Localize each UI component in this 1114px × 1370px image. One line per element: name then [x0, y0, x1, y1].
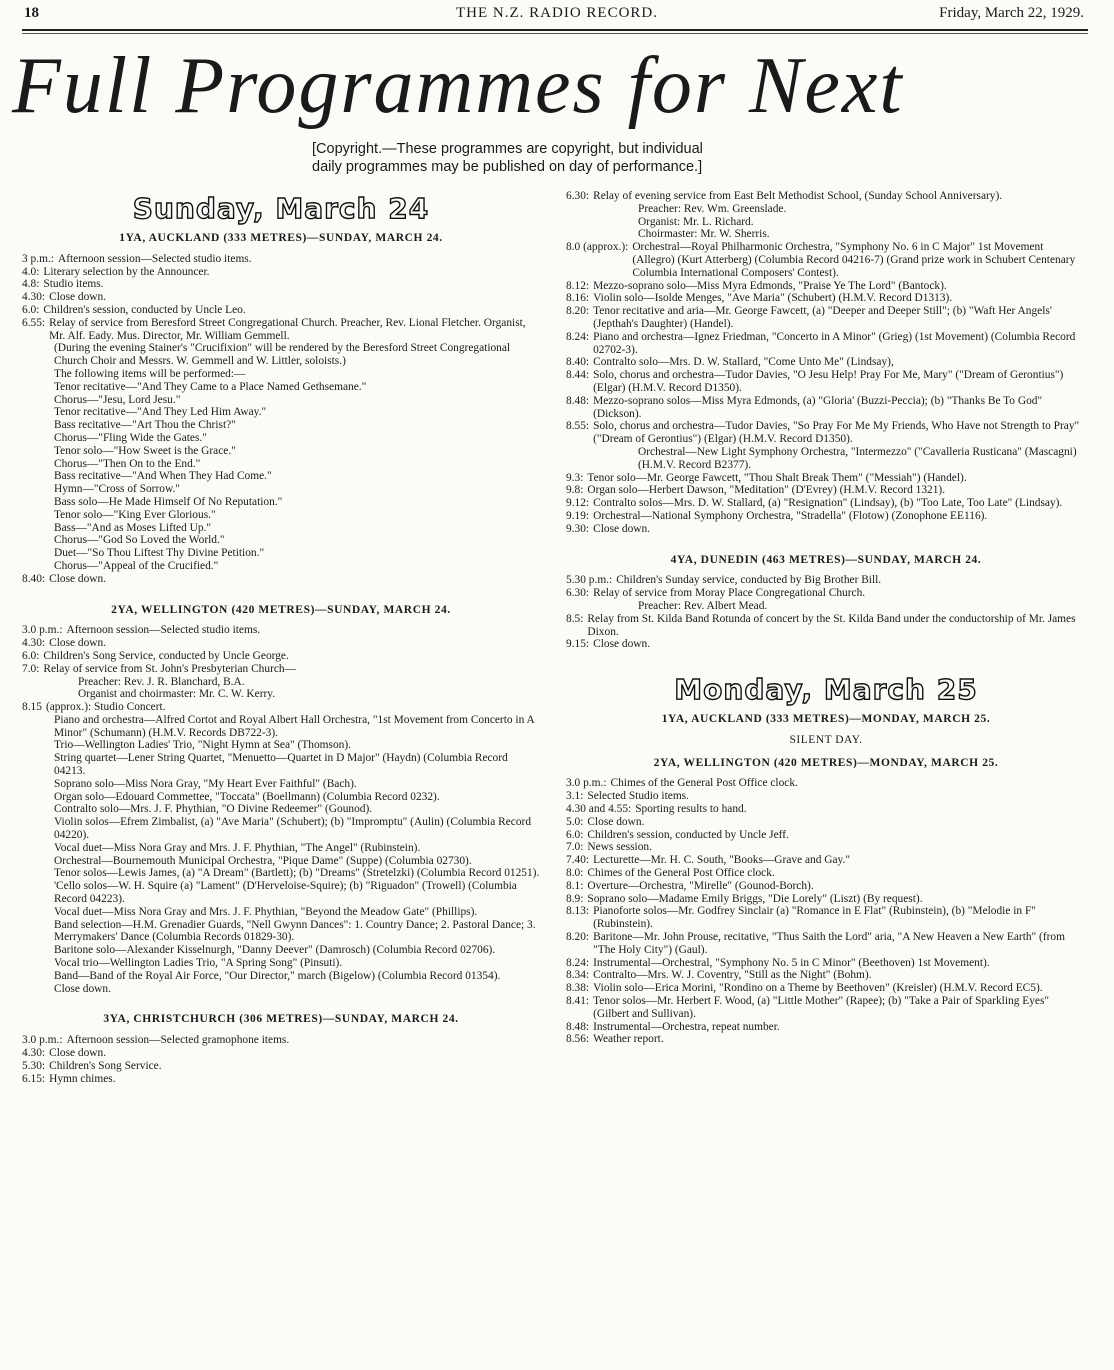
item-text: Children's Song Service, conducted by Uncle George.: [43, 649, 289, 662]
programme-item: [22, 637, 540, 650]
item-text: Children's Sunday service, conducted by Big Brother Bill.: [616, 574, 882, 587]
day-heading-sunday: Sunday, March 24: [132, 192, 430, 225]
programme-item: [566, 190, 1086, 203]
programme-item: [566, 600, 1086, 613]
concert-item: String quartet—Lener String Quartet, "Menuetto—Quartet in D Major" (Haydn) (Columbia Record 04213.: [54, 752, 508, 778]
item-time: 8.24:: [566, 956, 590, 969]
programme-item: [22, 1060, 540, 1073]
item-time: 8.40:: [566, 356, 590, 369]
item-text: Violin solo—Isolde Menges, "Ave Maria" (Schubert) (H.M.V. Record D1313).: [593, 292, 953, 305]
concert-item: Band selection—H.M. Grenadier Guards, "Nell Gwynn Dances": 1. Country Dance; 2. Pastoral Dance; 3. Merrymakers' Dance (Columbia Records 01829-30).: [54, 918, 536, 944]
item-text: Hymn chimes.: [49, 1072, 116, 1085]
item-time: 8.9:: [566, 892, 584, 905]
item-time: 8.16:: [566, 292, 590, 305]
item-time: 5.30:: [22, 1059, 46, 1072]
programme-item: [566, 241, 1086, 279]
concert-item: Baritone solo—Alexander Kisselnurgh, "Danny Deever" (Damrosch) (Columbia Record 02706).: [54, 944, 496, 957]
station-heading-1ya: 1YA, AUCKLAND (333 METRES)—SUNDAY, MARCH 24.: [119, 232, 443, 244]
programme-item: [22, 1073, 540, 1086]
item-text: Selected Studio items.: [587, 790, 689, 803]
item-text: Tenor recitative and aria—Mr. George Fawcett, (a) "Deeper and Deeper Still"; (b) "Waft Her Angels' (Jepthah's Daughter) (Handel).: [593, 305, 1052, 330]
item-time: 6.30:: [566, 587, 590, 600]
item-time: 8.0:: [566, 867, 584, 880]
item-time: 6.0:: [22, 649, 40, 662]
programme-item: [566, 331, 1086, 357]
programme-note: (During the evening Stainer's "Crucifixion" will be rendered by the Beresford Street Congregational Church Choir and Messrs. W. Gemmell and W. Littler, soloists.): [54, 342, 511, 368]
performed-item: Chorus—"Fling Wide the Gates.": [54, 431, 207, 444]
programme-item: [566, 995, 1086, 1021]
item-text: Pianoforte solos—Mr. Godfrey Sinclair (a) "Romance in E Flat" (Rubinstein), (b) "Melodie in F" (Rubinstein).: [593, 905, 1036, 931]
performed-item: Bass—"And as Moses Lifted Up.": [54, 521, 212, 534]
programme-item: [566, 854, 1086, 867]
programme-item: [566, 829, 1086, 842]
station-heading-2ya-monday: 2YA, WELLINGTON (420 METRES)—MONDAY, MARCH 25.: [653, 756, 999, 769]
item-text: Orchestral—National Symphony Orchestra, "Stradella" (Flotow) (Zonophone EE116).: [593, 509, 988, 522]
programme-item: [22, 1034, 540, 1047]
programme-item: [566, 484, 1086, 497]
programme-item: [566, 472, 1086, 485]
item-time: 8.13:: [566, 905, 590, 918]
item-time: 8.48:: [566, 394, 590, 407]
performed-item: Bass solo—He Made Himself Of No Reputation.": [54, 495, 283, 508]
item-time: 8.38:: [566, 982, 590, 995]
item-text: Instrumental—Orchestral, "Symphony No. 5 in C Minor" (Beethoven) 1st Movement).: [593, 956, 990, 969]
programme-item: [22, 253, 540, 266]
item-text: Studio items.: [43, 278, 104, 291]
item-time: 5.30 p.m.:: [566, 574, 613, 587]
item-text: Orchestral—Royal Philharmonic Orchestra, "Symphony No. 6 in C Major" 1st Movement (Allegro) (Kurt Atterberg) (Columbia Record 04216-7) (Grand prize work in Schubert Centenary Columbia International Composers' Contest).: [632, 241, 1076, 279]
concert-item: Violin solos—Efrem Zimbalist, (a) "Ave Maria" (Schubert); (b) "Impromptu" (Aulin) (Columbia Record 04220).: [54, 816, 532, 842]
programme-item: [566, 969, 1086, 982]
header-rule-thin: [22, 33, 1088, 34]
programme-item: [22, 663, 540, 676]
item-time: 4.8:: [22, 278, 40, 291]
item-text: Orchestral—New Light Symphony Orchestra, "Intermezzo" ("Cavalleria Rusticana" (Mascagni) (H.M.V. Record B2377).: [638, 445, 1077, 471]
programme-item: [566, 905, 1086, 931]
programme-item: [566, 574, 1086, 587]
item-text: Tenor solos—Mr. Herbert F. Wood, (a) "Little Mother" (Rapee); (b) "Take a Pair of Sparkling Eyes" (Gilbert and Sullivan).: [593, 995, 1050, 1020]
item-time: 6.55:: [22, 316, 46, 329]
programme-item: [566, 420, 1086, 446]
item-text: Mezzo-soprano solo—Miss Myra Edmonds, "Praise Ye The Lord" (Bantock).: [593, 279, 947, 292]
programme-item: [566, 1033, 1086, 1046]
programme-item: [566, 957, 1086, 970]
item-time: 7.0:: [566, 841, 584, 854]
item-time: 8.55:: [566, 420, 590, 433]
item-text: Relay of service from St. John's Presbyterian Church—: [43, 662, 297, 675]
programme-item: [566, 228, 1086, 241]
item-text: Sporting results to hand.: [635, 803, 747, 816]
item-text: Chimes of the General Post Office clock.: [610, 777, 798, 790]
item-text: Overture—Orchestra, "Mirelle" (Gounod-Borch).: [587, 879, 814, 892]
item-text: Organ solo—Herbert Dawson, "Meditation" (D'Evrey) (H.M.V. Record 1321).: [587, 484, 946, 497]
item-time: 8.41:: [566, 995, 590, 1008]
programme-item: [566, 790, 1086, 803]
programme-item: [22, 317, 540, 343]
item-text: Chimes of the General Post Office clock.: [587, 867, 775, 880]
right-column: [566, 190, 1086, 1046]
programme-item: [566, 446, 1086, 472]
item-text: (approx.): Studio Concert.: [45, 701, 166, 714]
concert-item: Band—Band of the Royal Air Force, "Our Director," march (Bigelow) (Columbia Record 01354).: [54, 969, 501, 982]
banner-headline: Full Programmes for Next: [12, 42, 904, 130]
item-text: Afternoon session—Selected studio items.: [66, 624, 261, 637]
concert-item: Vocal duet—Miss Nora Gray and Mrs. J. F. Phythian, "The Angel" (Rubinstein).: [54, 841, 421, 854]
close-down: Close down.: [54, 982, 111, 995]
item-text: Piano and orchestra—Ignez Friedman, "Concerto in A Minor" (Grieg) (1st Movement) (Columbia Record 02702-3).: [593, 330, 1076, 356]
masthead: THE N.Z. RADIO RECORD.: [456, 5, 658, 21]
concert-item: Vocal trio—Wellington Ladies Trio, "A Spring Song" (Pinsuti).: [54, 957, 343, 970]
programme-item: [22, 650, 540, 663]
performed-item: Chorus—"Then On to the End.": [54, 457, 201, 470]
programme-item: [566, 356, 1086, 369]
item-text: Children's session, conducted by Uncle Leo.: [43, 303, 246, 316]
service-detail: Preacher: Rev. J. R. Blanchard, B.A.: [78, 675, 245, 688]
copyright-line: [Copyright.—These programmes are copyright, but individual: [312, 141, 703, 157]
item-time: 3 p.m.:: [22, 252, 54, 265]
item-text: Choirmaster: Mr. W. Sherris.: [638, 228, 770, 241]
issue-date: Friday, March 22, 1929.: [939, 5, 1084, 21]
item-text: Preacher: Rev. Albert Mead.: [638, 599, 768, 612]
item-text: Contralto—Mrs. W. J. Coventry, "Still as the Night" (Bohm).: [593, 969, 872, 982]
programme-item: [566, 982, 1086, 995]
programme-item: [22, 701, 540, 714]
programme-item: [566, 395, 1086, 421]
programme-item: [22, 1047, 540, 1060]
copyright-notice: [312, 140, 832, 176]
header-rule: [22, 29, 1088, 31]
item-time: 8.1:: [566, 879, 584, 892]
service-detail: Organist and choirmaster: Mr. C. W. Kerry.: [78, 688, 276, 701]
item-time: 8.5:: [566, 612, 584, 625]
2ya-monday-programme: [566, 777, 1086, 1046]
item-text: Relay of service from Moray Place Congregational Church.: [593, 587, 866, 600]
station-heading-3ya: 3YA, CHRISTCHURCH (306 METRES)—SUNDAY, MARCH 24.: [103, 1013, 459, 1026]
item-time: 8.40:: [22, 572, 46, 585]
programme-item: [566, 777, 1086, 790]
item-text: Close down.: [593, 638, 651, 651]
station-heading-4ya: 4YA, DUNEDIN (463 METRES)—SUNDAY, MARCH 24.: [670, 553, 982, 566]
performed-item: Bass recitative—"And When They Had Come.": [54, 470, 272, 483]
programme-item: [566, 280, 1086, 293]
item-text: Contralto solos—Mrs. D. W. Stallard, (a) "Resignation" (Lindsay), (b) "Too Late, Too Late" (Lindsay).: [593, 497, 1063, 510]
concert-item: Organ solo—Edouard Commettee, "Toccata" (Boellmann) (Columbia Record 0232).: [54, 790, 440, 803]
programme-item: [566, 880, 1086, 893]
item-text: Relay of service from Beresford Street Congregational Church. Preacher, Rev. Lional Fletcher. Organist, Mr. Alf. Eady. Mus. Director, Mr. William Gemmell.: [49, 316, 526, 342]
programme-item: [22, 624, 540, 637]
item-text: Contralto solo—Mrs. D. W. Stallard, "Come Unto Me" (Lindsay),: [593, 356, 894, 369]
item-time: 3.0 p.m.:: [22, 624, 63, 637]
item-time: 4.30 and 4.55:: [566, 803, 632, 816]
performed-item: Tenor recitative—"And They Led Him Away.": [54, 406, 267, 419]
item-time: 4.0:: [22, 265, 40, 278]
performed-item: Bass recitative—"Art Thou the Christ?": [54, 419, 236, 432]
item-text: Lecturette—Mr. H. C. South, "Books—Grave and Gay.": [593, 854, 851, 867]
programme-item: [566, 587, 1086, 600]
item-text: Close down.: [49, 1047, 107, 1060]
item-text: Weather report.: [593, 1033, 664, 1046]
programme-item: [566, 369, 1086, 395]
item-time: 3.0 p.m.:: [566, 777, 607, 790]
performed-item: Duet—"So Thou Liftest Thy Divine Petition.": [54, 547, 265, 560]
item-time: 8.34:: [566, 969, 590, 982]
item-text: Solo, chorus and orchestra—Tudor Davies, "So Pray For Me My Friends, Who Have not Strength to Pray" ("Dream of Gerontius") (Elgar) (H.M.V. Record D1350).: [593, 420, 1080, 446]
item-text: Solo, chorus and orchestra—Tudor Davies, "O Jesu Help! Pray For Me, Mary" ("Dream of Gerontius") (Elgar) (H.M.V. Record D1350).: [593, 369, 1064, 394]
item-text: Preacher: Rev. Wm. Greenslade.: [638, 202, 787, 215]
performed-item: Chorus—"Appeal of the Crucified.": [54, 559, 219, 572]
programme-item: [22, 266, 540, 279]
performed-item: Tenor solo—"King Ever Glorious.": [54, 508, 216, 521]
performed-item: Chorus—"Jesu, Lord Jesu.": [54, 393, 181, 406]
item-text: Soprano solo—Madame Emily Briggs, "Die Lorely" (Liszt) (By request).: [587, 892, 923, 905]
concert-item: Piano and orchestra—Alfred Cortot and Royal Albert Hall Orchestra, "1st Movement from Concerto in A Minor" (Schumann) (H.M.V. Records DB722-3).: [54, 713, 535, 739]
left-column: [22, 190, 540, 1085]
running-header: [0, 5, 1114, 27]
item-text: Close down.: [49, 572, 107, 585]
concert-item: Soprano solo—Miss Nora Gray, "My Heart Ever Faithful" (Bach).: [54, 777, 357, 790]
item-time: 8.0 (approx.):: [566, 241, 629, 254]
programme-item: [566, 816, 1086, 829]
item-time: 6.30:: [566, 190, 590, 202]
programme-item: [566, 638, 1086, 651]
programme-item: [566, 613, 1086, 639]
station-heading-1ya-monday: 1YA, AUCKLAND (333 METRES)—MONDAY, MARCH 25.: [661, 713, 991, 726]
item-time: 6.0:: [22, 303, 40, 316]
programme-item: [566, 841, 1086, 854]
item-text: Baritone—Mr. John Prouse, recitative, "Thus Saith the Lord" aria, "A New Heaven a New Earth" (from "The Holy City") (Gaul).: [593, 931, 1065, 956]
concert-item: Contralto solo—Mrs. J. F. Phythian, "O Divine Redeemer" (Gounod).: [54, 803, 373, 816]
item-time: 8.24:: [566, 330, 590, 343]
performed-item: Tenor solo—"How Sweet is the Grace.": [54, 444, 236, 457]
item-time: 4.30:: [22, 1047, 46, 1060]
item-time: 8.15: [22, 701, 42, 714]
item-text: Children's Song Service.: [49, 1059, 162, 1072]
programme-item: [566, 867, 1086, 880]
item-text: Close down.: [49, 291, 107, 304]
day-heading-monday: Monday, March 25: [674, 673, 978, 707]
concert-item: Trio—Wellington Ladies' Trio, "Night Hymn at Sea" (Thomson).: [54, 739, 351, 752]
item-time: 9.12:: [566, 497, 590, 510]
item-time: 8.44:: [566, 369, 590, 382]
programme-item: [566, 931, 1086, 957]
programme-item: [566, 216, 1086, 229]
item-time: 9.19:: [566, 509, 590, 522]
item-text: Violin solo—Erica Morini, "Rondino on a Theme by Beethoven" (Kreisler) (H.M.V. Record EC5).: [593, 982, 1043, 995]
item-text: Relay of evening service from East Belt Methodist School, (Sunday School Anniversary).: [593, 190, 1003, 202]
3ya-evening-programme: [566, 190, 1086, 536]
item-text: Relay from St. Kilda Band Rotunda of concert by the St. Kilda Band under the conductorship of Mr. James Dixon.: [587, 612, 1076, 638]
item-time: 8.48:: [566, 1020, 590, 1033]
concert-item: 'Cello solos—W. H. Squire (a) "Lament" (D'Herveloise-Squire); (b) "Riguadon" (Trowell) (Columbia Record 04223).: [54, 880, 517, 906]
item-text: Children's session, conducted by Uncle Jeff.: [587, 828, 789, 841]
performed-item: Chorus—"God So Loved the World.": [54, 534, 225, 547]
item-text: Afternoon session—Selected gramophone items.: [66, 1034, 290, 1047]
item-time: 7.40:: [566, 854, 590, 867]
programme-item: [566, 893, 1086, 906]
programme-item: [566, 292, 1086, 305]
item-time: 3.0 p.m.:: [22, 1034, 63, 1047]
copyright-line: daily programmes may be published on day of performance.]: [312, 159, 703, 175]
item-text: Close down.: [593, 522, 651, 535]
item-time: 6.0:: [566, 828, 584, 841]
item-time: 8.56:: [566, 1033, 590, 1046]
programme-item: [566, 510, 1086, 523]
silent-day-label: SILENT DAY.: [789, 733, 863, 746]
item-time: 9.15:: [566, 638, 590, 651]
concert-item: Vocal duet—Miss Nora Gray and Mrs. J. F. Phythian, "Beyond the Meadow Gate" (Phillips).: [54, 905, 478, 918]
item-time: 8.20:: [566, 305, 590, 318]
programme-item: [566, 203, 1086, 216]
item-time: 5.0:: [566, 815, 584, 828]
item-text: Literary selection by the Announcer.: [43, 265, 210, 278]
item-time: 4.30:: [22, 291, 46, 304]
programme-item: [22, 278, 540, 291]
performed-item: Hymn—"Cross of Sorrow.": [54, 483, 180, 496]
item-time: 9.3:: [566, 471, 584, 484]
programme-item: [566, 305, 1086, 331]
item-text: Close down.: [49, 637, 107, 650]
programme-item: [566, 523, 1086, 536]
item-time: 7.0:: [22, 662, 40, 675]
item-text: Close down.: [587, 815, 645, 828]
item-time: 8.12:: [566, 279, 590, 292]
programme-item: [566, 1021, 1086, 1034]
programme-item: [22, 291, 540, 304]
item-time: 8.20:: [566, 931, 590, 944]
item-time: 6.15:: [22, 1072, 46, 1085]
4ya-programme: [566, 574, 1086, 651]
concert-item: Orchestral—Bournemouth Municipal Orchestra, "Pique Dame" (Suppe) (Columbia 02730).: [54, 854, 472, 867]
item-time: 3.1:: [566, 790, 584, 803]
item-time: 9.30:: [566, 522, 590, 535]
programme-item: [22, 304, 540, 317]
concert-item: Tenor solos—Lewis James, (a) "A Dream" (Bartlett); (b) "Dreams" (Stretelzki) (Columbia Record 01251).: [54, 867, 540, 880]
item-time: 9.8:: [566, 484, 584, 497]
item-time: 4.30:: [22, 637, 46, 650]
station-heading-2ya: 2YA, WELLINGTON (420 METRES)—SUNDAY, MARCH 24.: [111, 603, 451, 616]
performed-item: The following items will be performed:—: [54, 367, 246, 380]
item-text: Tenor solo—Mr. George Fawcett, "Thou Shalt Break Them" ("Messiah") (Handel).: [587, 471, 967, 484]
performed-item: Tenor recitative—"And They Came to a Place Named Gethsemane.": [54, 380, 367, 393]
item-text: Mezzo-soprano solos—Miss Myra Edmonds, (a) "Gloria' (Buzzi-Peccia); (b) "Thanks Be To God" (Dickson).: [593, 394, 1043, 420]
programme-item: [566, 803, 1086, 816]
item-text: Afternoon session—Selected studio items.: [57, 252, 252, 265]
programme-item: [566, 497, 1086, 510]
page-number: 18: [24, 5, 39, 21]
item-text: Organist: Mr. L. Richard.: [638, 215, 754, 228]
item-text: Instrumental—Orchestra, repeat number.: [593, 1020, 780, 1033]
programme-item: [22, 573, 540, 586]
item-text: News session.: [587, 841, 652, 854]
